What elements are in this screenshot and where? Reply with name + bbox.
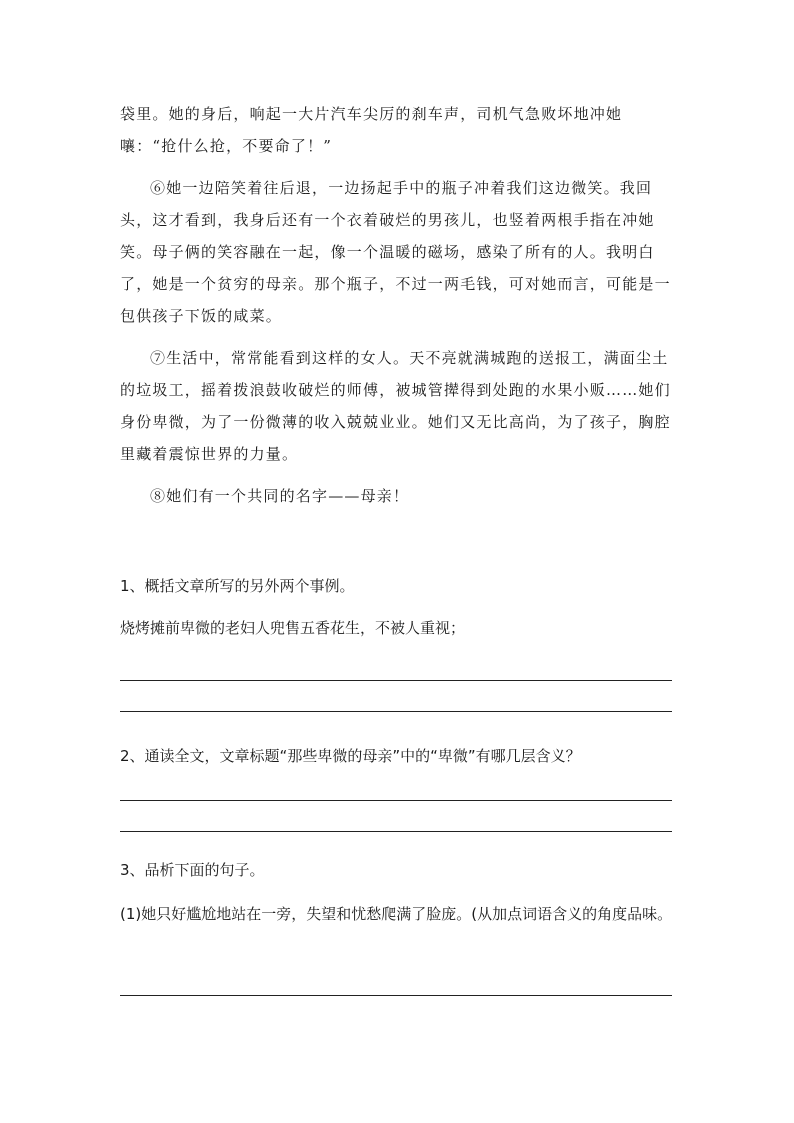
question-1-answer: 烧烤摊前卑微的老妇人兜售五香花生，不被人重视； — [120, 619, 466, 637]
question-1: 1、概括文章所写的另外两个事例。 — [120, 577, 355, 595]
answer-line — [120, 680, 672, 681]
question-3: 3、品析下面的句子。 — [120, 861, 265, 879]
answer-line — [120, 800, 672, 801]
answer-line — [120, 831, 672, 832]
answer-line — [120, 995, 672, 996]
passage-paragraph-8: ⑧她们有一个共同的名字——母亲！ — [150, 487, 410, 505]
passage-paragraph-continued: 袋里。她的身后，响起一大片汽车尖厉的刹车声，司机气急败坏地冲她嚷：“抢什么抢，不要命了！” — [120, 105, 623, 155]
question-2: 2、通读全文，文章标题“那些卑微的母亲”中的“卑微”有哪几层含义？ — [120, 747, 581, 765]
answer-line — [120, 711, 672, 712]
passage-paragraph-6: ⑥她一边陪笑着往后退，一边扬起手中的瓶子冲着我们这边微笑。我回头，这才看到，我身后还有一个衣着破烂的男孩儿，也竖着两根手指在冲她笑。母子俩的笑容融在一起，像一个温暖的磁场，感染了所有的人。我明白了，她是一个贫穷的母亲。那个瓶子，不过一两毛钱，可对她而言，可能是一包供孩子下饭的咸菜。 — [120, 179, 671, 325]
question-3-item-1: (1)她只好尴尬地站在一旁，失望和忧愁爬满了脸庞。(从加点词语含义的角度品味。 — [120, 905, 673, 923]
passage-paragraph-7: ⑦生活中，常常能看到这样的女人。天不亮就满城跑的送报工，满面尘土的垃圾工，摇着拨浪鼓收破烂的师傅，被城管撵得到处跑的水果小贩……她们身份卑微，为了一份微薄的收入兢兢业业。她们又无比高尚，为了孩子，胸腔里藏着震惊世界的力量。 — [120, 349, 671, 463]
